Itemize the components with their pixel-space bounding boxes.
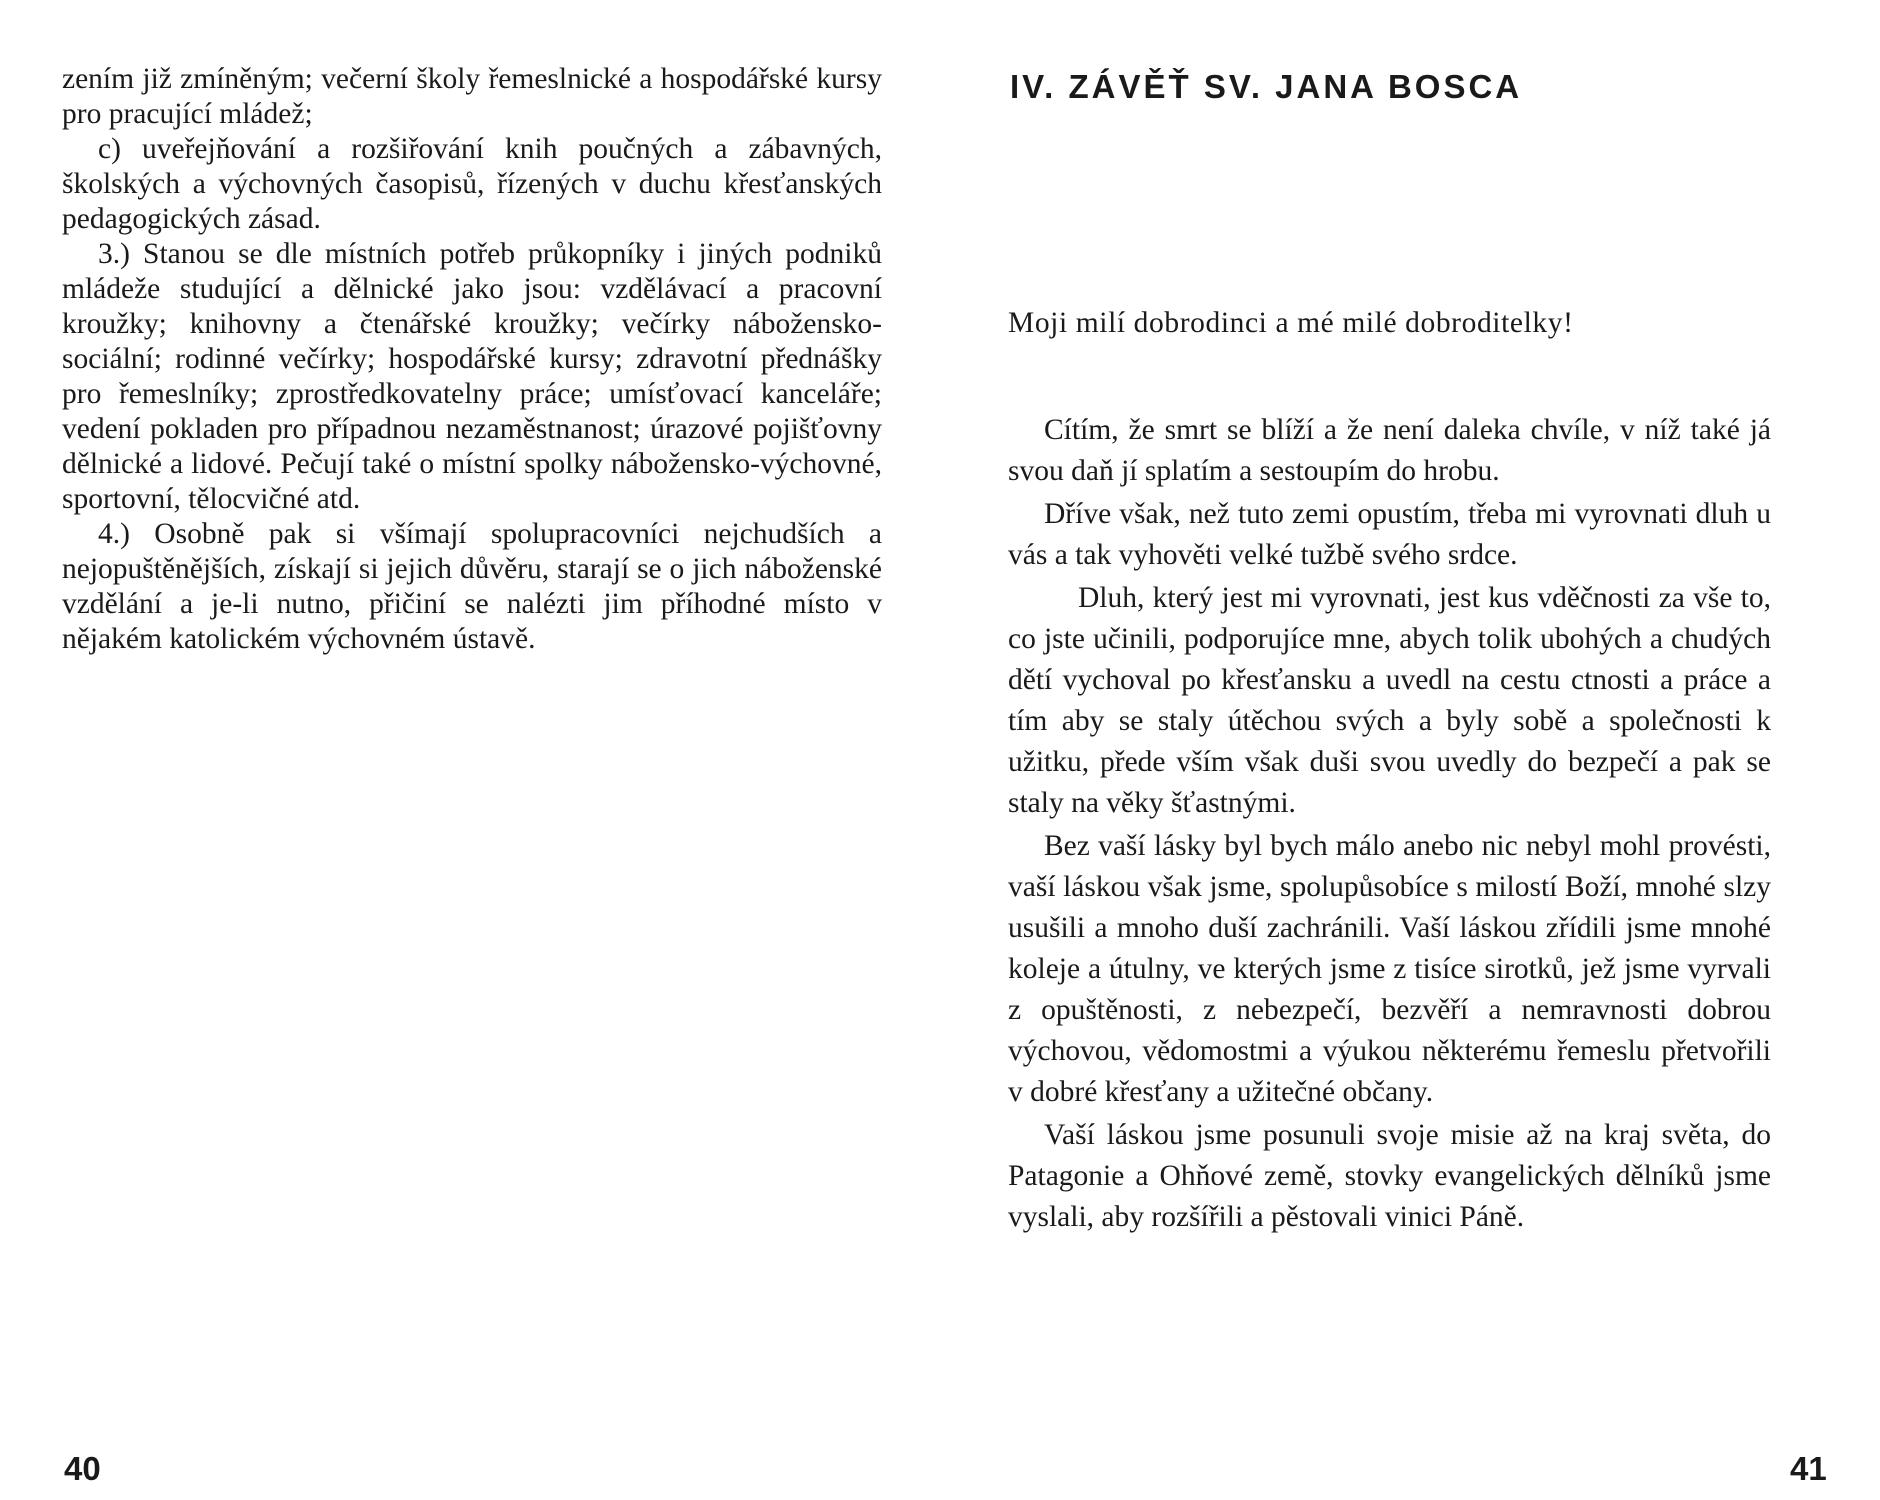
paragraph: zením již zmíněným; večerní školy řemeslnické a hospodářské kursy pro pracující mládež; [62, 63, 882, 130]
right-page-body [1008, 410, 1771, 1240]
paragraph: Cítím, že smrt se blíží a že není daleka chvíle, v níž také já svou daň jí splatím a sestoupím do hrobu. [1008, 414, 1771, 487]
paragraph: Bez vaší lásky byl bych málo anebo nic nebyl mohl provésti, vaší láskou však jsme, spolupůsobíce s milostí Boží, mnohé slzy usušili a mnoho duší zachránili. Vaší láskou zřídili jsme mnohé koleje a útulny, ve kterých jsme z tisíce sirotků, jež jsme vyrvali z opuštěnosti, z nebezpečí, bezvěří a nemravnosti dobrou výchovou, vědomostmi a výukou některému řemeslu přetvořili v dobré křesťany a užitečné občany. [1008, 830, 1771, 1108]
paragraph: Dluh, který jest mi vyrovnati, jest kus vděčnosti za vše to, co jste učinili, podporujíce mne, abych tolik ubohých a chudých dětí vychoval po křesťansku a uvedl na cestu ctnosti a práce a tím aby se staly útěchou svých a byly sobě a společnosti k užitku, přede vším však duši svou uvedly do bezpečí a pak se staly na věky šťastnými. [1008, 582, 1771, 819]
salutation: Moji milí dobrodinci a mé milé dobroditelky! [1008, 307, 1574, 339]
paragraph: Dříve však, než tuto zemi opustím, třeba mi vyrovnati dluh u vás a tak vyhověti velké tužbě svého srdce. [1008, 498, 1771, 571]
left-page-body [62, 62, 882, 657]
chapter-title: IV. ZÁVĚŤ SV. JANA BOSCA [1010, 68, 1523, 105]
paragraph: 3.) Stanou se dle místních potřeb průkopníky i jiných podniků mládeže studující a dělnické jako jsou: vzdělávací a pracovní kroužky; knihovny a čtenářské kroužky; večírky nábožensko-sociální; rodinné večírky; hospodářské kursy; zdravotní přednášky pro řemeslníky; zprostředkovatelny práce; umísťovací kanceláře; vedení pokladen pro případnou nezaměstnanost; úrazové pojišťovny dělnické a lidové. Pečují také o místní spolky nábožensko-výchovné, sportovní, tělocvičné atd. [62, 238, 882, 515]
paragraph: 4.) Osobně pak si všímají spolupracovníci nejchudších a nejopuštěnějších, získají si jejich důvěru, starají se o jich náboženské vzdělání a je-li nutno, přičiní se nalézti jim příhodné místo v nějakém katolickém výchovném ústavě. [62, 518, 882, 655]
right-page [940, 0, 1880, 1500]
paragraph: Vaší láskou jsme posunuli svoje misie až na kraj světa, do Patagonie a Ohňové země, stovky evangelických dělníků jsme vyslali, aby rozšířili a pěstovali vinici Páně. [1008, 1119, 1771, 1233]
page-number-right: 41 [1790, 1450, 1827, 1487]
page-number-left: 40 [64, 1450, 101, 1487]
paragraph: c) uveřejňování a rozšiřování knih poučných a zábavných, školských a výchovných časopisů, řízených v duchu křesťanských pedagogických zásad. [62, 133, 882, 235]
